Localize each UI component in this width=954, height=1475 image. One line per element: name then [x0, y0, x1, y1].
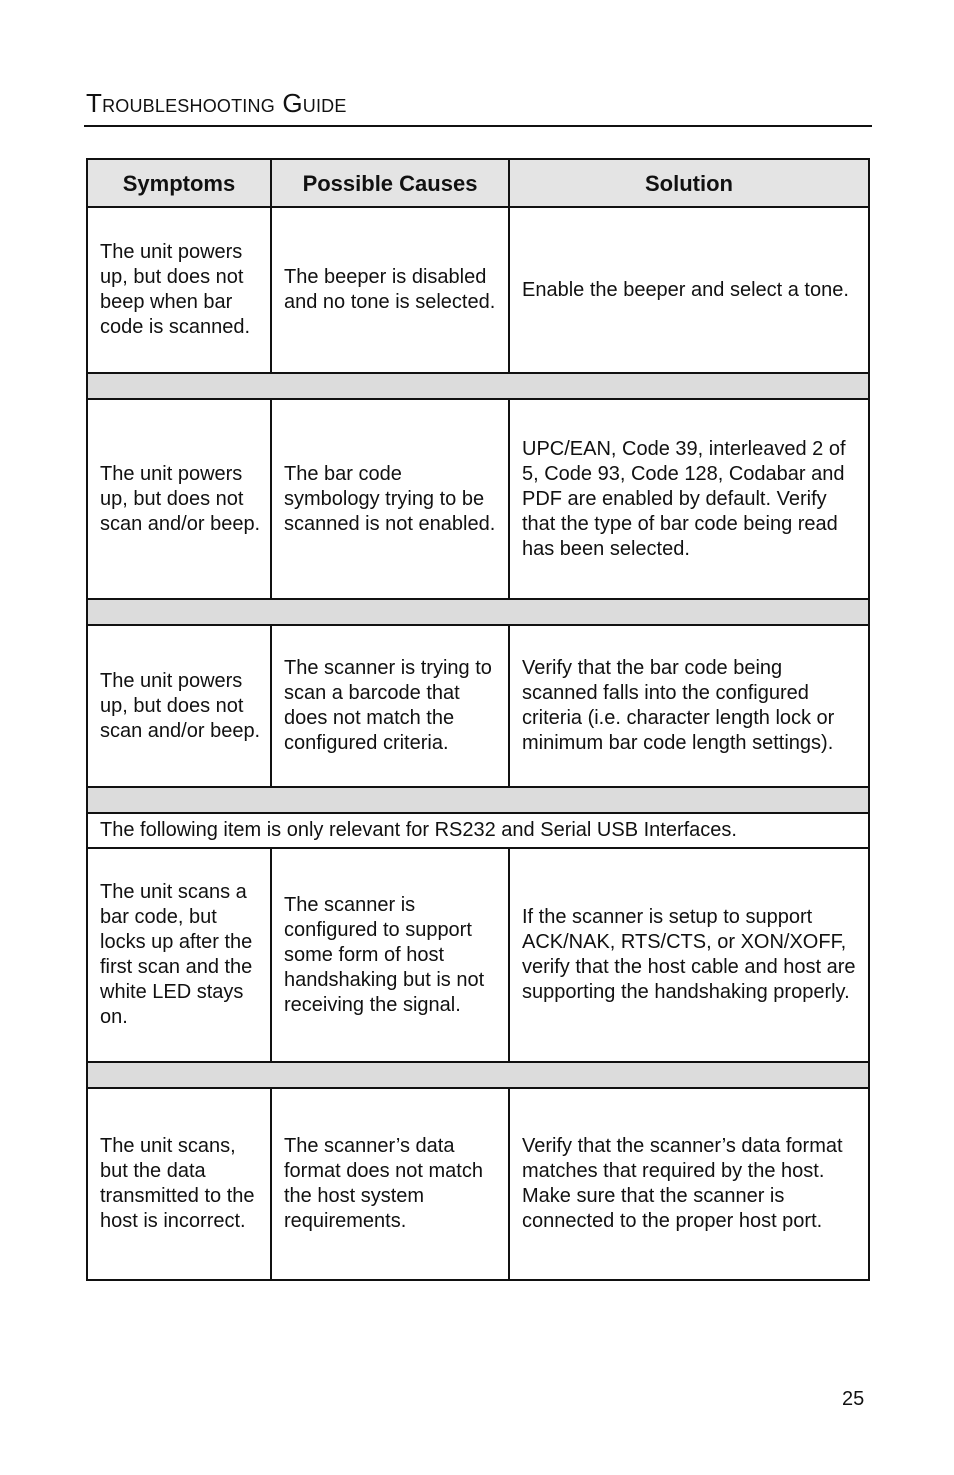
- table-row: [87, 399, 869, 599]
- cause-cell: The bar code symbology trying to be scanned is not enabled.: [271, 399, 509, 599]
- separator-cell: [87, 599, 869, 625]
- column-header-possible-causes: Possible Causes: [271, 159, 509, 207]
- table-row: [87, 1088, 869, 1280]
- title-divider: [84, 125, 872, 127]
- table-row: [87, 848, 869, 1062]
- table-header-row: [87, 159, 869, 207]
- symptom-cell: The unit powers up, but does not beep when bar code is scanned.: [87, 207, 271, 373]
- separator-row: [87, 787, 869, 813]
- separator-row: [87, 599, 869, 625]
- separator-cell: [87, 373, 869, 399]
- separator-cell: [87, 1062, 869, 1088]
- separator-row: [87, 373, 869, 399]
- table-row: [87, 207, 869, 373]
- solution-cell: UPC/EAN, Code 39, interleaved 2 of 5, Code 93, Code 128, Codabar and PDF are enabled by default. Verify that the type of bar code being read has been selected.: [509, 399, 869, 599]
- symptom-cell: The unit scans a bar code, but locks up after the first scan and the white LED stays on.: [87, 848, 271, 1062]
- separator-cell: [87, 787, 869, 813]
- symptom-cell: The unit scans, but the data transmitted to the host is incorrect.: [87, 1088, 271, 1280]
- column-header-solution: Solution: [509, 159, 869, 207]
- symptom-cell: The unit powers up, but does not scan and/or beep.: [87, 625, 271, 787]
- interface-note-row: [87, 813, 869, 848]
- page-number: 25: [842, 1388, 865, 1410]
- solution-cell: Verify that the bar code being scanned falls into the configured criteria (i.e. character length lock or minimum bar code length settings).: [509, 625, 869, 787]
- solution-cell: Enable the beeper and select a tone.: [509, 207, 869, 373]
- cause-cell: The beeper is disabled and no tone is selected.: [271, 207, 509, 373]
- solution-cell: Verify that the scanner’s data format matches that required by the host. Make sure that the scanner is connected to the proper host port.: [509, 1088, 869, 1280]
- separator-row: [87, 1062, 869, 1088]
- cause-cell: The scanner’s data format does not match the host system requirements.: [271, 1088, 509, 1280]
- cause-cell: The scanner is configured to support some form of host handshaking but is not receiving the signal.: [271, 848, 509, 1062]
- column-header-symptoms: Symptoms: [87, 159, 271, 207]
- page-title: Troubleshooting Guide: [86, 88, 347, 118]
- solution-cell: If the scanner is setup to support ACK/NAK, RTS/CTS, or XON/XOFF, verify that the host cable and host are supporting the handshaking properly.: [509, 848, 869, 1062]
- interface-note: The following item is only relevant for RS232 and Serial USB Interfaces.: [87, 813, 869, 848]
- symptom-cell: The unit powers up, but does not scan and/or beep.: [87, 399, 271, 599]
- cause-cell: The scanner is trying to scan a barcode that does not match the configured criteria.: [271, 625, 509, 787]
- troubleshooting-table: [86, 158, 870, 1281]
- table-row: [87, 625, 869, 787]
